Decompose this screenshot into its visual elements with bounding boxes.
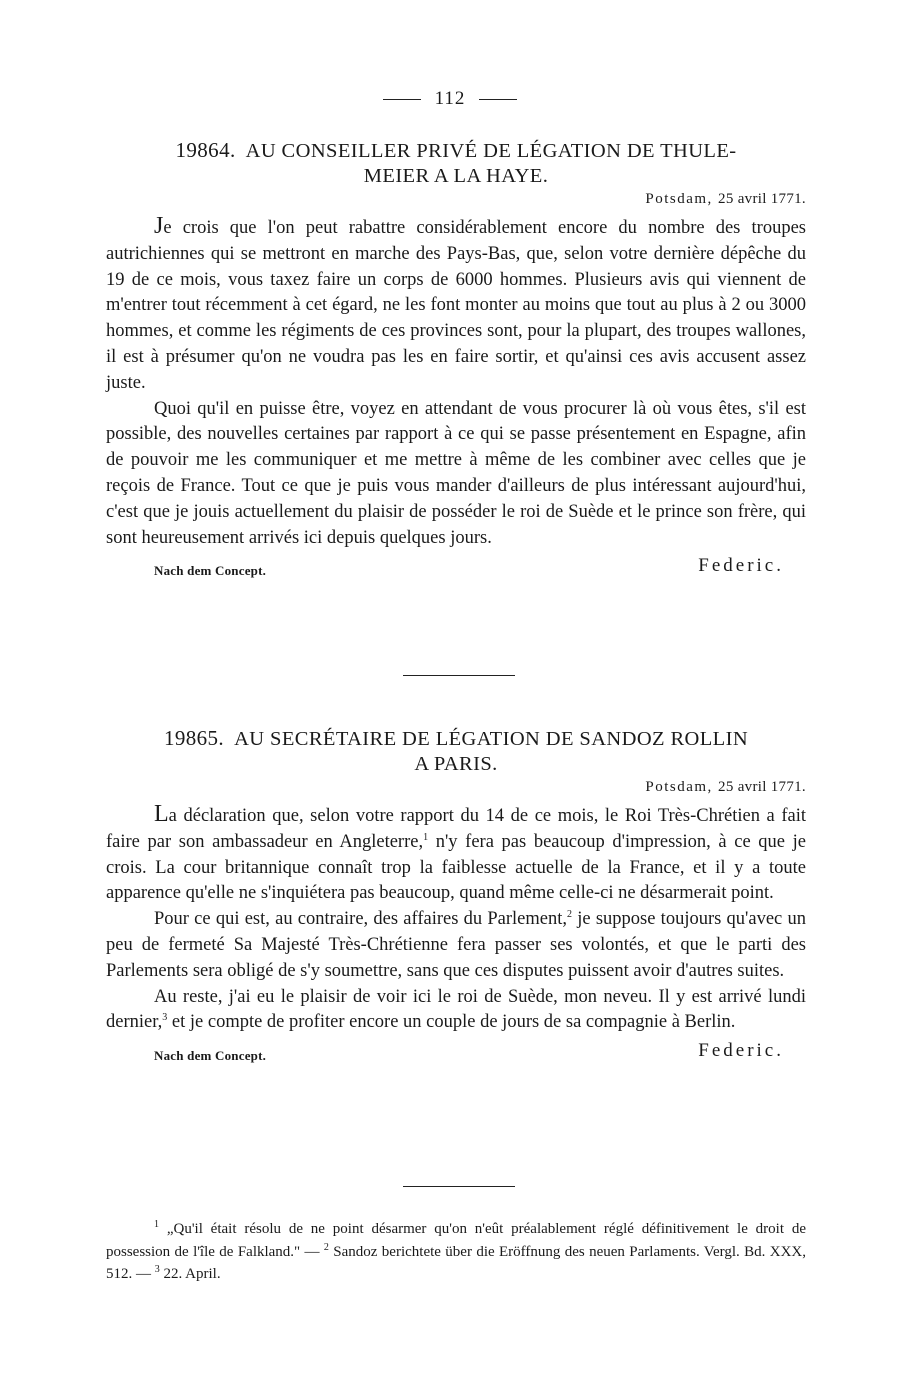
footnote-text: „Qu'il était résolu de ne point désarmer qu'on n'eût préalablement réglé définitivement le droit de possession de l'île de Falkland." —: [106, 1221, 806, 1260]
paragraph-text: Pour ce qui est, au contraire, des affaires du Parlement,: [154, 909, 568, 930]
page-header: [0, 88, 900, 110]
footnote-marker: 2: [323, 1241, 329, 1253]
heading-line-2: MEIER A LA HAYE.: [363, 165, 549, 187]
paragraph-text: e crois que l'on peut rabattre considérablement encore du nombre des troupes autrichiennes qui se mettront en marche des Pays-Bas, que, selon votre dernière dépêche du 19 de ce mois, vous taxez faire un corps de 6000 hommes. Plusieurs avis qui viennent de m'entrer tout récemment à cet égard, ne les font monter au moins que tout au plus à 2 ou 3000 hommes, et comme les régiments de ces provinces sont, pour la plupart, des troupes wallones, il est à présumer qu'on ne voudra pas les en faire sortir, et qu'ainsi ces avis accusent assez juste.: [106, 218, 806, 393]
paragraph: [106, 397, 806, 552]
signature: Federic.: [698, 1040, 784, 1062]
footnote-text: 22. April.: [159, 1266, 221, 1282]
heading-line-2: A PARIS.: [414, 753, 498, 775]
footnote-marker: 3: [154, 1264, 160, 1275]
footnote-separator: [403, 1186, 515, 1187]
heading-line-1: AU SECRÉTAIRE DE LÉGATION DE SANDOZ ROLLIN: [234, 728, 749, 750]
paragraph-text: et je compte de profiter encore un couple de jours de sa compagnie à Berlin.: [167, 1012, 736, 1033]
date: 25 avril 1771.: [718, 191, 806, 207]
letter-number: 19864.: [175, 138, 236, 162]
signature: Federic.: [698, 555, 784, 577]
letter-19865: [106, 726, 806, 1070]
section-separator: [403, 675, 515, 676]
letter-19864: [106, 138, 806, 585]
dateline: [106, 779, 806, 796]
heading-line-1: AU CONSEILLER PRIVÉ DE LÉGATION DE THULE-: [245, 140, 737, 162]
paragraph-text: Au reste, j'ai eu le plaisir de voir ici le roi de Suède, mon neveu. Il y est arrivé lundi dernier,: [106, 986, 806, 1033]
footnote-ref: 3: [162, 1012, 168, 1024]
dateline: [106, 191, 806, 208]
paragraph-text: je suppose toujours qu'avec un peu de fermeté Sa Majesté Très-Chrétienne fera passer ses volontés, et que le parti des Parlements sera obligé de s'y soumettre, sans que ces disputes puissent avoir d'autres suites.: [106, 909, 806, 981]
page-number: 112: [434, 88, 466, 109]
paragraph: [106, 907, 806, 984]
date: 25 avril 1771.: [718, 779, 806, 795]
paragraph: [106, 985, 806, 1037]
header-rule-left: [383, 99, 421, 100]
closing: [106, 1040, 806, 1070]
place: Potsdam,: [645, 779, 713, 795]
source-note: Nach dem Concept.: [154, 563, 267, 579]
paragraph: [106, 802, 806, 907]
paragraph-text: n'y fera pas beaucoup d'impression, à ce que je crois. La cour britannique connaît trop la faiblesse actuelle de la France, et il y a toute apparence qu'elle ne s'inquiétera pas beaucoup, quand même celle-ci ne désarmerait point.: [106, 831, 806, 904]
source-note: Nach dem Concept.: [154, 1048, 267, 1064]
closing: [106, 555, 806, 585]
header-rule-right: [479, 99, 517, 100]
place: Potsdam,: [645, 191, 713, 207]
paragraph-text: a déclaration que, selon votre rapport du 14 de ce mois, le Roi Très-Chrétien a fait faire par son ambassadeur en Angleterre,: [106, 806, 806, 852]
paragraph-text: Quoi qu'il en puisse être, voyez en attendant de vous procurer là où vous êtes, s'il est possible, des nouvelles certaines par rapport à ce qui se passe présentement en Espagne, afin de pouvoir me les communiquer et me mettre à même de les combiner avec celles que je reçois de France. Tout ce que je puis vous mander d'ailleurs de plus intéressant aujourd'hui, c'est que je jouis actuellement du plaisir de posséder le roi de Suède et le prince son frère, qui sont heureusement arrivés ici depuis quelques jours.: [106, 398, 806, 548]
letter-heading: [106, 726, 806, 777]
letter-number: 19865.: [163, 726, 225, 750]
footnote-marker: 1: [154, 1219, 159, 1230]
drop-initial: L: [154, 801, 169, 827]
footnote-ref: 1: [423, 831, 429, 843]
footnotes: [106, 1218, 806, 1286]
footnote-text: Sandoz berichtete über die Eröffnung des neuen Parlaments. Vergl. Bd. XXX, 512. —: [106, 1243, 806, 1282]
letter-heading: [106, 138, 806, 189]
paragraph: [106, 214, 806, 397]
drop-initial: J: [154, 213, 164, 239]
footnote-ref: 2: [567, 909, 573, 921]
